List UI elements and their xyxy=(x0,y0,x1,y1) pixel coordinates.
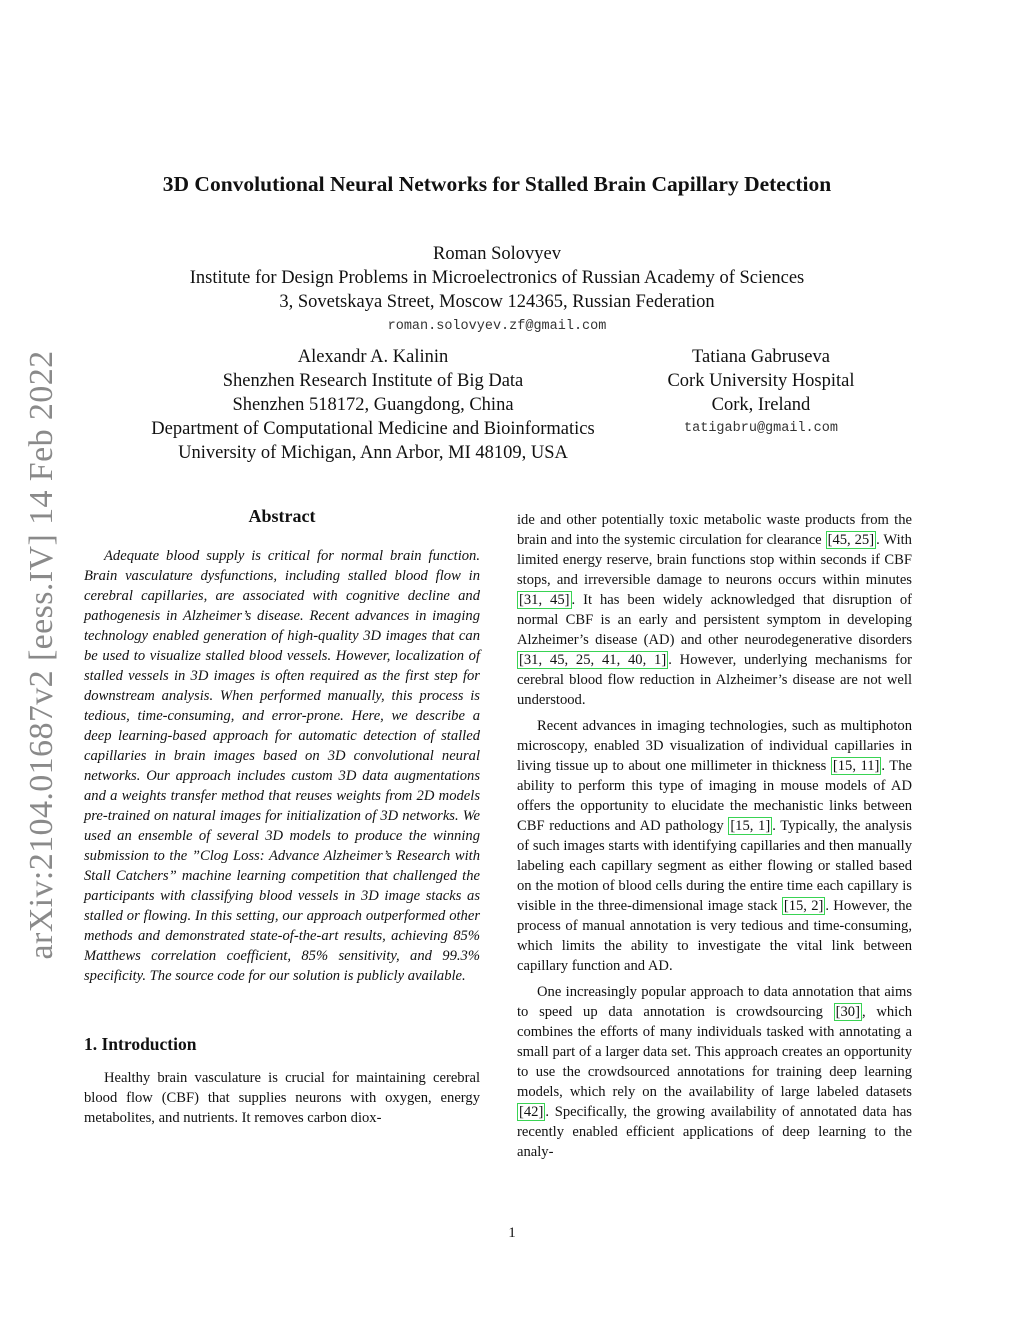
author2-affiliation-4: University of Michigan, Ann Arbor, MI 48109, USA xyxy=(178,443,568,463)
citation-link[interactable]: [31, 45] xyxy=(519,592,570,608)
arxiv-id: arXiv:2104.01687v2 [eess.IV] 14 Feb 2022 xyxy=(23,350,60,960)
paper-title: 3D Convolutional Neural Networks for Stalled Brain Capillary Detection xyxy=(162,172,832,196)
author2-affiliation-3: Department of Computational Medicine and Bioinformatics xyxy=(151,419,595,439)
page-number: 1 xyxy=(508,1225,516,1241)
arxiv-sidebar xyxy=(22,350,62,960)
author2-affiliation-2: Shenzhen 518172, Guangdong, China xyxy=(232,395,514,415)
citation-link[interactable]: [15, 11] xyxy=(832,758,880,774)
left-column xyxy=(84,506,480,1128)
author2-affiliation-1: Shenzhen Research Institute of Big Data xyxy=(222,371,524,391)
intro-paragraph-1: Healthy brain vasculature is crucial for maintaining cerebral blood flow (CBF) that supplies neurons with oxygen, energy metabolites, and nutrients. It removes carbon diox- xyxy=(84,1070,480,1126)
author3-affiliation-2: Cork, Ireland xyxy=(711,395,811,415)
citation-link[interactable]: [42] xyxy=(519,1104,544,1120)
abstract-text: Adequate blood supply is critical for normal brain function. Brain vasculature dysfunctions, including stalled blood flow in cerebral capillaries, are associated with cognitive decline and pathogenesis in Alzheimer’s disease. Recent advances in imaging technology enabled generation of high-quality 3D images that can be used to visualize stalled blood vessels. However, localization of stalled vessels in 3D images is often required as the first step for downstream analysis. When performed manually, this process is tedious, time-consuming, and error-prone. Here, we describe a deep learning-based approach for automatic detection of stalled capillaries in brain images based on 3D convolutional neural networks. Our approach includes custom 3D data augmentations and a weights transfer method that reuses weights from 2D models pre-trained on natural images for initialization of 3D networks. We used an ensemble of several 3D models to produce the winning submission to the ”Clog Loss: Advance Alzheimer’s Research with Stall Catchers” machine learning competition that challenged the participants with classifying blood vessels in 3D image stacks as stalled or flowing. In this setting, our approach outperformed other methods and demonstrated state-of-the-art results, achieving 85% Matthews correlation coefficient, 85% sensitivity, and 99.3% specificity. The source code for our solution is publicly available. xyxy=(84,548,480,984)
author2-block xyxy=(120,345,626,465)
author3-email[interactable]: tatigabru@gmail.com xyxy=(684,421,838,436)
intro-heading: 1. Introduction xyxy=(84,1034,197,1054)
author2-name: Alexandr A. Kalinin xyxy=(297,347,449,367)
author3-name: Tatiana Gabruseva xyxy=(692,347,830,367)
citation-link[interactable]: [31, 45, 25, 41, 40, 1] xyxy=(519,652,667,668)
citation-link[interactable]: [30] xyxy=(835,1004,860,1020)
right-column xyxy=(517,510,912,1162)
right-paragraph-2: Recent advances in imaging technologies, such as multiphoton microscopy, enabled 3D visualization of individual capillaries in living tissue up to about one millimeter in thickness [15, 11] . The ability to perform this type of imaging in mouse models of AD offers the opportunity to elucidate the mechanistic links between CBF reductions and AD pathology [15, 1] . Typically, the analysis of such images starts with identifying capillaries and then manually labeling each capillary segment as either flowing or stalled based on the motion of blood cells during the entire time each capillary is visible in the three-dimensional image stack [15, 2] . However, the process of manual annotation is very tedious and time-consuming, which limits the ability to investigate the vital link between capillary function and AD. xyxy=(517,718,912,974)
abstract-heading: Abstract xyxy=(248,506,316,526)
citation-link[interactable]: [15, 2] xyxy=(783,898,824,914)
citation-link[interactable]: [15, 1] xyxy=(730,818,771,834)
author3-affiliation-1: Cork University Hospital xyxy=(667,371,855,391)
right-paragraph-1: ide and other potentially toxic metabolic waste products from the brain and into the systemic circulation for clearance [45, 25] . With limited energy reserve, brain functions stop within seconds if CBF stops, and irreversible damage to neurons occurs within minutes [31, 45] . It has been widely acknowledged that disruption of normal CBF is an early and persistent symptom in developing Alzheimer’s disease (AD) and other neurodegenerative disorders [31, 45, 25, 41, 40, 1] . However, underlying mechanisms for cerebral blood flow reduction in Alzheimer’s disease are not well understood. xyxy=(517,512,912,708)
author1-affiliation: Institute for Design Problems in Microelectronics of Russian Academy of Sciences xyxy=(189,268,805,288)
citation-link[interactable]: [45, 25] xyxy=(827,532,875,548)
author1-email[interactable]: roman.solovyev.zf@gmail.com xyxy=(387,319,607,334)
author1-name: Roman Solovyev xyxy=(433,244,561,264)
author1-address: 3, Sovetskaya Street, Moscow 124365, Russian Federation xyxy=(279,292,715,312)
author3-block xyxy=(650,345,872,441)
right-paragraph-3: One increasingly popular approach to data annotation that aims to speed up data annotation is crowdsourcing [30] , which combines the efforts of many individuals tasked with annotating a small part of a larger data set. This approach creates an opportunity to use the crowdsourced annotations for training deep learning models, which rely on the availability of large labeled datasets [42] . Specifically, the growing availability of annotated data has recently enabled efficient applications of deep learning to the analy- xyxy=(517,984,912,1160)
